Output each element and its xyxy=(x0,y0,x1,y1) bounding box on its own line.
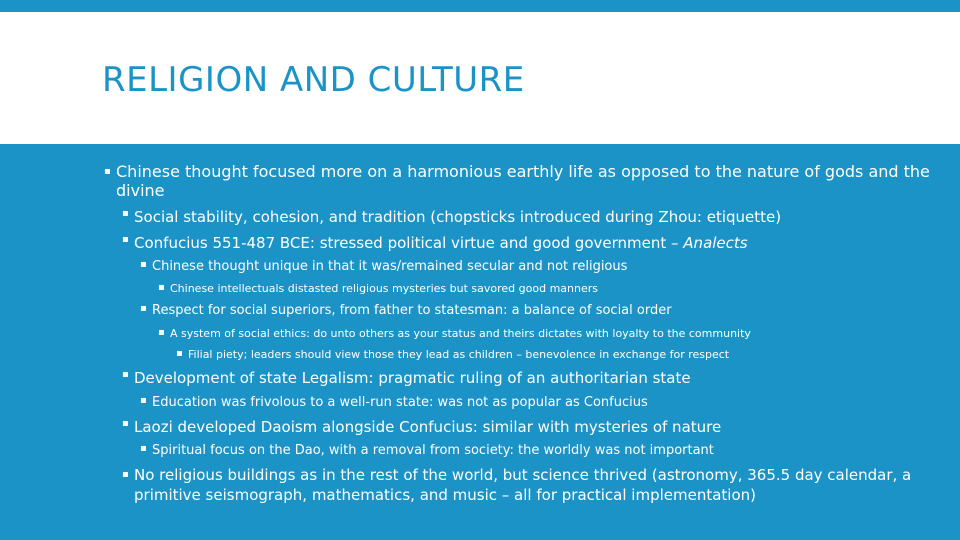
bullet-text: Chinese intellectuals distasted religious mysteries but savored good manners xyxy=(170,282,598,295)
bullet-item xyxy=(122,418,722,436)
bullet-item xyxy=(140,443,714,458)
bullet-icon: ▪ xyxy=(140,259,147,270)
bullet-item xyxy=(158,282,598,295)
bullet-item xyxy=(140,395,648,410)
bullet-icon: ▪ xyxy=(158,327,165,338)
bullet-icon: ▪ xyxy=(140,443,147,454)
bullet-text: Social stability, cohesion, and tradition (chopsticks introduced during Zhou: etiquette) xyxy=(134,208,782,226)
bullet-item xyxy=(122,465,924,505)
bullet-item xyxy=(140,259,628,274)
bullet-text: Laozi developed Daoism alongside Confucius: similar with mysteries of nature xyxy=(134,418,722,436)
bullet-text: Respect for social superiors, from father to statesman: a balance of social order xyxy=(152,303,672,318)
bullet-text: A system of social ethics: do unto others as your status and theirs dictates with loyalty to the community xyxy=(170,327,751,340)
bullet-icon: ▪ xyxy=(122,234,129,245)
bullet-text: No religious buildings as in the rest of the world, but science thrived (astronomy, 365.5 day calendar, a primitive seismograph, mathematics, and music – all for practical implementation) xyxy=(134,466,912,504)
bullet-text: Spiritual focus on the Dao, with a removal from society: the worldly was not important xyxy=(152,443,714,458)
bullet-icon: ▪ xyxy=(122,469,129,480)
bullet-icon: ▪ xyxy=(140,303,147,314)
bullet-text: Chinese thought focused more on a harmonious earthly life as opposed to the nature of gods and the divine xyxy=(116,162,930,200)
bullet-icon: ▪ xyxy=(122,369,129,380)
bullet-icon: ▪ xyxy=(176,348,183,359)
bullet-item xyxy=(122,369,691,387)
bullet-item xyxy=(158,327,751,340)
bullet-text: Education was frivolous to a well-run state: was not as popular as Confucius xyxy=(152,395,648,410)
slide-title: RELIGION AND CULTURE xyxy=(102,60,525,100)
bullet-icon: ▪ xyxy=(122,418,129,429)
bullet-icon: ▪ xyxy=(158,282,165,293)
bullet-text: Chinese thought unique in that it was/remained secular and not religious xyxy=(152,259,628,274)
bullet-item xyxy=(176,348,730,361)
bullet-text: Confucius 551-487 BCE: stressed political virtue and good government – xyxy=(134,234,684,252)
bullet-text: Filial piety; leaders should view those they lead as children – benevolence in exchange for respect xyxy=(188,348,730,361)
bullet-text-italic: Analects xyxy=(683,234,748,252)
bullet-text: Development of state Legalism: pragmatic ruling of an authoritarian state xyxy=(134,369,691,387)
bullet-item xyxy=(122,208,782,226)
bullet-icon: ▪ xyxy=(140,395,147,406)
bullet-item xyxy=(122,234,748,252)
bullet-item xyxy=(140,303,672,318)
bullet-item xyxy=(104,162,956,200)
bullet-icon: ▪ xyxy=(104,166,111,177)
bullet-icon: ▪ xyxy=(122,208,129,219)
